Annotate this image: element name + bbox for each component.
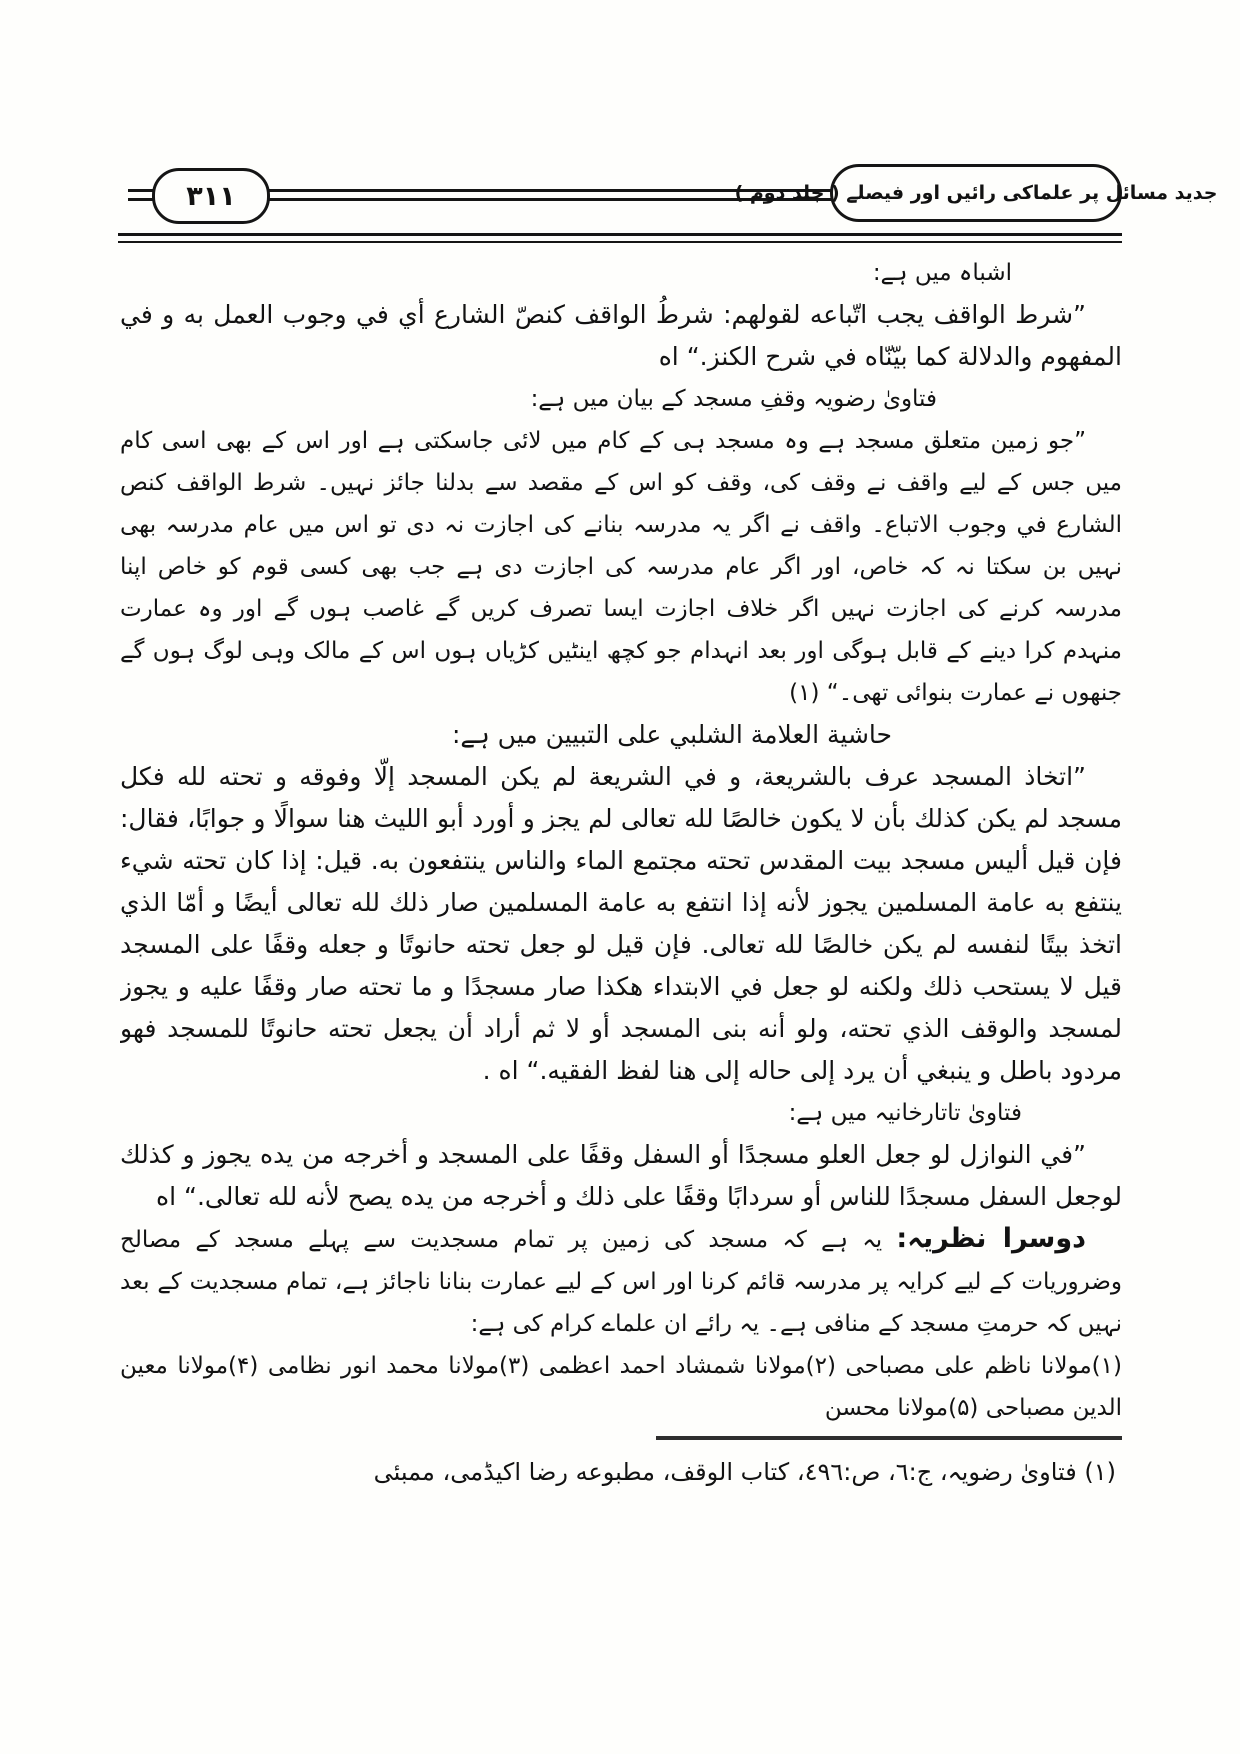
second-view-heading: دوسرا نظریہ:	[896, 1223, 1086, 1254]
section-intro-fatawa-tatarkhaniyah: فتاویٰ تاتارخانیہ میں ہے:	[788, 1100, 1022, 1126]
section-intro-hashiya-shalabi: حاشية العلامة الشلبي على التبيين میں ہے:	[452, 720, 892, 749]
urdu-quote-fatawa-razawiyyah: ”جو زمین متعلق مسجد ہے وہ مسجد ہی کے کام میں لائی جاسکتی ہے اور اس کے بھی اسی کام میں جس کے لیے واقف نے وقف کی، وقف کو اس کے مقصد سے بدلنا جائز نہیں۔ شرط الواقف كنص الشارع في وجوب الاتباع۔ واقف نے اگر یہ مدرسہ بنانے کی اجازت نہ دی تو اس میں عام مدرسہ بھی نہیں بن سکتا نہ کہ خاص، اور اگر عام مدرسہ کی اجازت دی ہے جب بھی کسی قوم کو خاص اپنا مدرسہ کرنے کی اجازت نہیں اگر خلاف اجازت ایسا تصرف کریں گے غاصب ہوں گے اور وہ عمارت منہدم کرا دینے کے قابل ہوگی اور بعد انہدام جو کچھ اینٹیں کڑیاں ہوں اس کے مالک وہی لوگ ہوں گے جنھوں نے عمارت بنوائی تھی۔“ (۱)	[120, 428, 1122, 706]
page-number: ۳۱۱	[186, 180, 236, 212]
scholars-list-line: (۱)مولانا ناظم علی مصباحی (۲)مولانا شمشاد احمد اعظمی (۳)مولانا محمد انور نظامی (۴)مولانا معین الدین مصباحی (۵)مولانا محسن	[120, 1353, 1122, 1421]
header-divider-rule	[118, 233, 1122, 243]
page-header	[118, 164, 1218, 224]
book-title: جدید مسائل پر علماکی رائیں اور فیصلے ( جلد دوم )	[734, 182, 1218, 204]
second-view-body: یہ ہے کہ مسجد کی زمین پر تمام مسجدیت سے پہلے مسجد کے مصالح وضروریات کے لیے کرایہ پر مدرسہ قائم کرنا اور اس کے لیے عمارت بنانا ناجائز ہے، تمام مسجدیت کے بعد نہیں کہ حرمتِ مسجد کے منافی ہے۔ یہ رائے ان علماے کرام کی ہے:	[120, 1227, 1122, 1337]
page-number-badge	[152, 168, 270, 224]
arabic-quote-ashbah: ”شرط الواقف یجب اتّباعه لقولهم: شرطُ الواقف كنصّ الشارع أي في وجوب العمل به و في المفهوم والدلالة كما بيّنّاه في شرح الكنز.“ اه	[120, 300, 1122, 371]
page-body	[120, 252, 1122, 1432]
section-intro-ashbah: اشباہ میں ہے:	[872, 260, 1012, 286]
section-intro-fatawa-razawiyyah: فتاویٰ رضویہ وقفِ مسجد کے بیان میں ہے:	[530, 386, 937, 412]
footnote-separator-rule	[656, 1436, 1122, 1440]
footnote-area	[120, 1436, 1122, 1490]
second-view-paragraph	[120, 1218, 1122, 1345]
footnote-reference: (۱) فتاویٰ رضویہ، ج:٦، ص:٤٩٦، كتاب الوقف، مطبوعه رضا اكیڈمی، ممبئی	[373, 1458, 1116, 1486]
book-title-cartouche	[734, 164, 1218, 222]
arabic-quote-fatawa-tatarkhaniyah: ”في النوازل لو جعل العلو مسجدًا أو السفل وقفًا على المسجد و أخرجه من يده يجوز و كذلك لوجعل السفل مسجدًا للناس أو سردابًا وقفًا على ذلك و أخرجه من يده يصح لأنه لله تعالى.“ اه	[120, 1140, 1122, 1211]
arabic-quote-hashiya-shalabi: ”اتخاذ المسجد عرف بالشريعة، و في الشريعة لم يكن المسجد إلّا وفوقه و تحته لله فكل مسجد لم يكن كذلك بأن لا يكون خالصًا لله تعالى لم يجز و أورد أبو الليث هنا سوالًا و جوابًا، فقال: فإن قيل أليس مسجد بيت المقدس تحته مجتمع الماء والناس ينتفعون به. قيل: إذا كان تحته شيء ينتفع به عامة المسلمين يجوز لأنه إذا انتفع به عامة المسلمين صار ذلك لله تعالى أيضًا و أمّا الذي اتخذ بيتًا لنفسه لم يكن خالصًا لله تعالى. فإن قيل لو جعل تحته حانوتًا و جعله وقفًا على المسجد قيل لا يستحب ذلك ولكنه لو جعل في الابتداء هكذا صار مسجدًا و ما تحته صار وقفًا عليه و يجوز لمسجد والوقف الذي تحته، ولو أنه بنى المسجد أو لا ثم أراد أن يجعل تحته حانوتًا للمسجد فهو مردود باطل و ينبغي أن يرد إلى حاله إلى هنا لفظ الفقيه.“ اه .	[120, 762, 1122, 1085]
